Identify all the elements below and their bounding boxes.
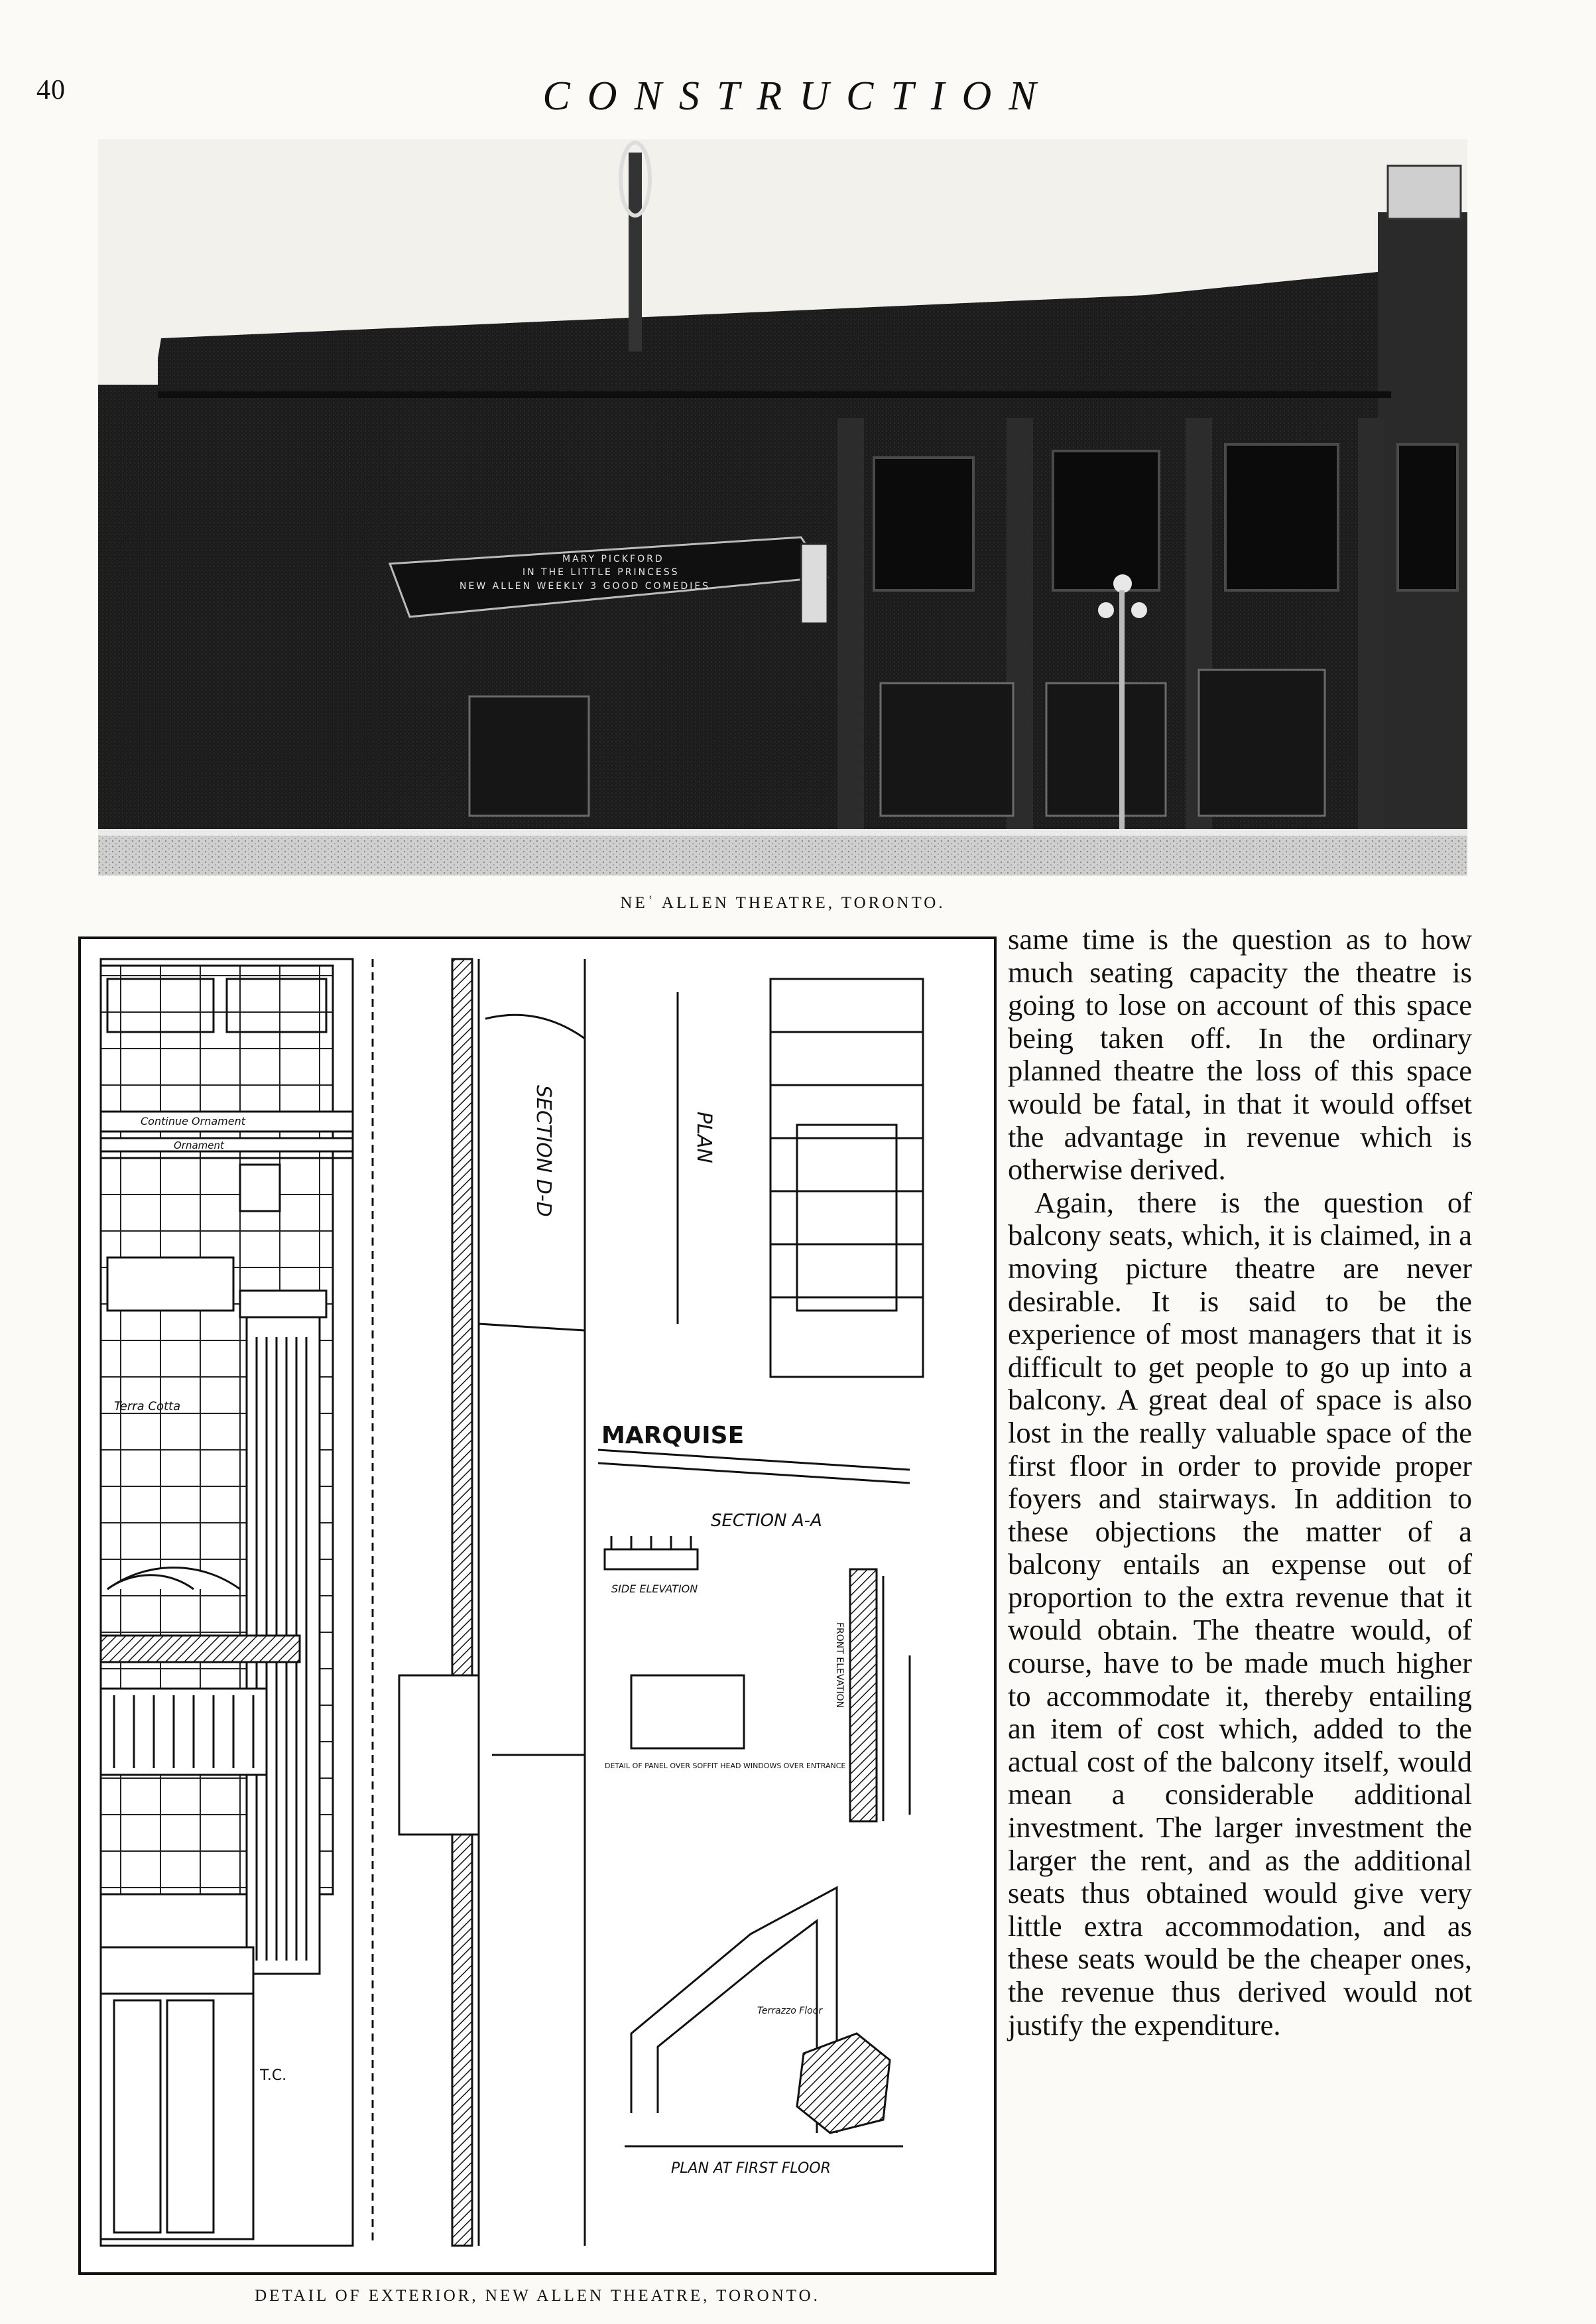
label-plan-first-floor: PLAN AT FIRST FLOOR	[671, 2160, 831, 2177]
architectural-drawing	[78, 936, 997, 2275]
marquee-line-1: MARY PICKFORD	[562, 554, 664, 564]
drawing-caption: DETAIL OF EXTERIOR, NEW ALLEN THEATRE, TORONTO.	[255, 2287, 820, 2305]
label-section-aa: SECTION A-A	[711, 1511, 822, 1531]
label-ornament: Ornament	[174, 1139, 224, 1151]
journal-title: CONSTRUCTION	[542, 74, 1054, 119]
article-paragraph: Again, there is the question of balcony seats, which, it is claimed, in a moving picture theatre are never desirable. It is said to be the experience of most managers that it is difficult to get people to go up into a balcony. A great deal of space is also lost in the really valuable space of the first floor in order to provide proper foyers and stairways. In addition to these objections the matter of a balcony entails an expense out of proportion to the extra revenue that it would obtain. The theatre would, of course, have to be made much higher to accommodate it, thereby entailing an item of cost which, added to the actual cost of the balcony itself, would mean a considerable additional investment. The larger investment the larger the rent, and as the additional seats thus obtained would give very little extra accommodation, and as these seats would be the cheaper ones, the revenue thus derived would not justify the expenditure.	[1008, 1185, 1472, 2041]
label-side-elevation: SIDE ELEVATION	[611, 1582, 698, 1595]
page-number: 40	[36, 75, 66, 105]
article-column	[1008, 923, 1472, 2041]
label-detail-panel: DETAIL OF PANEL OVER SOFFIT HEAD WINDOWS OVER ENTRANCE	[605, 1762, 846, 1770]
label-plan: PLAN	[692, 1112, 715, 1163]
marquee-line-3: NEW ALLEN WEEKLY 3 GOOD COMEDIES	[460, 581, 711, 592]
label-tc: T.C.	[260, 2067, 287, 2084]
label-terrazzo-floor: Terrazzo Floor	[757, 2006, 823, 2016]
label-section-dd: SECTION D-D	[532, 1085, 555, 1217]
photo-caption: NEʿ ALLEN THEATRE, TORONTO.	[620, 894, 946, 912]
label-terra-cotta: Terra Cotta	[114, 1399, 181, 1413]
article-paragraph: same time is the question as to how much seating capacity the theatre is going to lose on account of this space being taken off. In the ordinary planned theatre the loss of this space would be fatal, in that it would offset the advantage in revenue which is otherwise derived.	[1008, 923, 1472, 1187]
label-marquise: MARQUISE	[601, 1422, 745, 1449]
theatre-photograph	[98, 139, 1467, 875]
label-cont-ornament: Continue Ornament	[141, 1115, 245, 1128]
label-front-elevation: FRONT ELEVATION	[834, 1622, 845, 1709]
marquee-line-2: IN THE LITTLE PRINCESS	[522, 567, 680, 578]
